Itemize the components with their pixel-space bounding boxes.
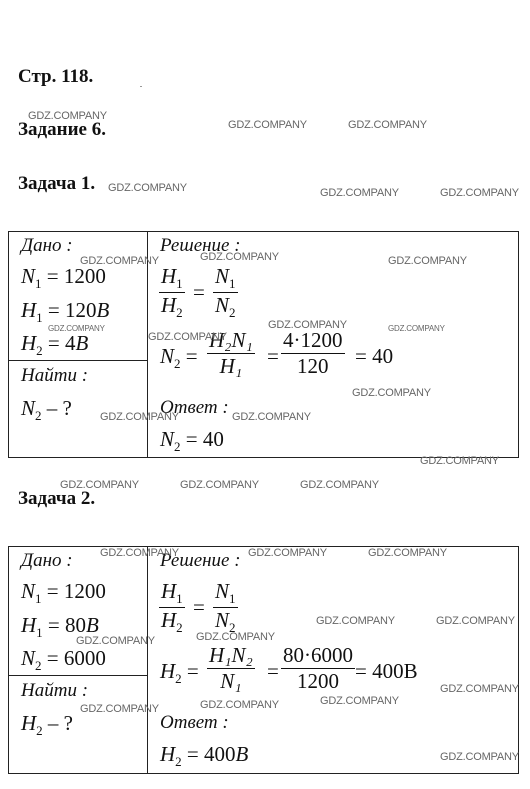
watermark: GDZ.COMPANY bbox=[248, 547, 327, 559]
task-heading: Задание 6. bbox=[18, 119, 106, 140]
watermark: GDZ.COMPANY bbox=[320, 187, 399, 199]
problem2-find-value: $H_2$ – ? bbox=[21, 711, 73, 738]
watermark: GDZ.COMPANY bbox=[100, 411, 179, 423]
watermark: GDZ.COMPANY bbox=[300, 479, 379, 491]
watermark: GDZ.COMPANY bbox=[100, 547, 179, 559]
watermark: GDZ.COMPANY bbox=[440, 683, 519, 695]
problem1-given-h1: $H_1 = 120В$ bbox=[21, 298, 110, 325]
watermark: GDZ.COMPANY bbox=[440, 751, 519, 763]
problem1-fraction1: H₂N₁ H₁ bbox=[209, 328, 253, 378]
watermark: GDZ.COMPANY bbox=[368, 547, 447, 559]
problem2-eq-lhs: $H_2$ = bbox=[160, 659, 199, 686]
problem1-ratio-right: $N_1$ $N_2$ bbox=[215, 264, 236, 320]
problem2-given-separator bbox=[9, 675, 148, 676]
problem2-find-label: Найти : bbox=[21, 680, 89, 701]
problem1-given-separator bbox=[9, 360, 148, 361]
problem1-heading: Задача 1. bbox=[18, 173, 96, 194]
watermark: GDZ.COMPANY bbox=[76, 635, 155, 647]
problem2-table bbox=[8, 546, 519, 774]
watermark: GDZ.COMPANY bbox=[268, 319, 347, 331]
problem2-eq-result: = 400В bbox=[355, 659, 418, 683]
problem2-heading: Задача 2. bbox=[18, 488, 96, 509]
problem2-fraction2: 80·6000 1200 bbox=[283, 643, 353, 693]
watermark: GDZ.COMPANY bbox=[348, 119, 427, 131]
problem2-divider bbox=[147, 547, 148, 773]
problem2-answer: $H_2 = 400В$ bbox=[160, 742, 249, 769]
problem1-given-label: Дано : bbox=[21, 235, 73, 256]
problem2-given-label: Дано : bbox=[21, 550, 73, 571]
watermark: GDZ.COMPANY bbox=[388, 255, 467, 267]
watermark: GDZ.COMPANY bbox=[200, 251, 279, 263]
problem1-eq-result: = 40 bbox=[355, 344, 394, 368]
watermark: GDZ.COMPANY bbox=[148, 331, 227, 343]
problem1-ratio-left: $H_1$ $H_2$ bbox=[161, 264, 183, 320]
problem1-ratio-equals: = bbox=[193, 280, 205, 304]
page-heading: Стр. 118. bbox=[18, 66, 94, 87]
watermark: GDZ.COMPANY bbox=[232, 411, 311, 423]
watermark: GDZ.COMPANY bbox=[352, 387, 431, 399]
watermark: GDZ.COMPANY bbox=[60, 479, 139, 491]
watermark: GDZ.COMPANY bbox=[200, 699, 279, 711]
stray-dot bbox=[140, 86, 142, 87]
problem2-ratio-equals: = bbox=[193, 595, 205, 619]
problem1-given-n1: $N_1 = 1200$ bbox=[21, 264, 106, 291]
problem2-solution-label: Решение : bbox=[160, 550, 241, 571]
problem1-find-label: Найти : bbox=[21, 365, 89, 386]
problem1-given-h2: $H_2 = 4В$ bbox=[21, 331, 89, 358]
problem2-fraction1: H₁N₂ N₁ bbox=[209, 643, 253, 693]
problem2-answer-label: Ответ : bbox=[160, 712, 229, 733]
problem2-given-n1: $N_1 = 1200$ bbox=[21, 579, 106, 606]
problem2-ratio-left: $H_1$ $H_2$ bbox=[161, 579, 183, 635]
problem1-solution-label: Решение : bbox=[160, 235, 241, 256]
problem1-answer-label: Ответ : bbox=[160, 397, 229, 418]
watermark: GDZ.COMPANY bbox=[80, 255, 159, 267]
watermark: GDZ.COMPANY bbox=[108, 182, 187, 194]
watermark: GDZ.COMPANY bbox=[388, 324, 445, 333]
watermark: GDZ.COMPANY bbox=[180, 479, 259, 491]
problem2-ratio-right: $N_1$ $N_2$ bbox=[215, 579, 236, 635]
watermark: GDZ.COMPANY bbox=[28, 110, 107, 122]
problem2-eq-equals: = bbox=[267, 659, 279, 683]
watermark: GDZ.COMPANY bbox=[80, 703, 159, 715]
watermark: GDZ.COMPANY bbox=[316, 615, 395, 627]
watermark: GDZ.COMPANY bbox=[420, 455, 499, 467]
watermark: GDZ.COMPANY bbox=[440, 187, 519, 199]
watermark: GDZ.COMPANY bbox=[436, 615, 515, 627]
watermark: GDZ.COMPANY bbox=[48, 324, 105, 333]
problem2-given-h1: $H_1 = 80В$ bbox=[21, 613, 99, 640]
watermark: GDZ.COMPANY bbox=[196, 631, 275, 643]
problem1-fraction2: 4·1200 120 bbox=[283, 328, 343, 378]
problem1-answer: $N_2 = 40$ bbox=[160, 427, 224, 454]
problem1-eq-equals: = bbox=[267, 344, 279, 368]
watermark: GDZ.COMPANY bbox=[228, 119, 307, 131]
watermark: GDZ.COMPANY bbox=[320, 695, 399, 707]
problem1-eq-lhs: $N_2$ = bbox=[160, 344, 198, 371]
problem1-find-value: $N_2$ – ? bbox=[21, 396, 72, 423]
problem2-given-n2: $N_2 = 6000$ bbox=[21, 646, 106, 673]
